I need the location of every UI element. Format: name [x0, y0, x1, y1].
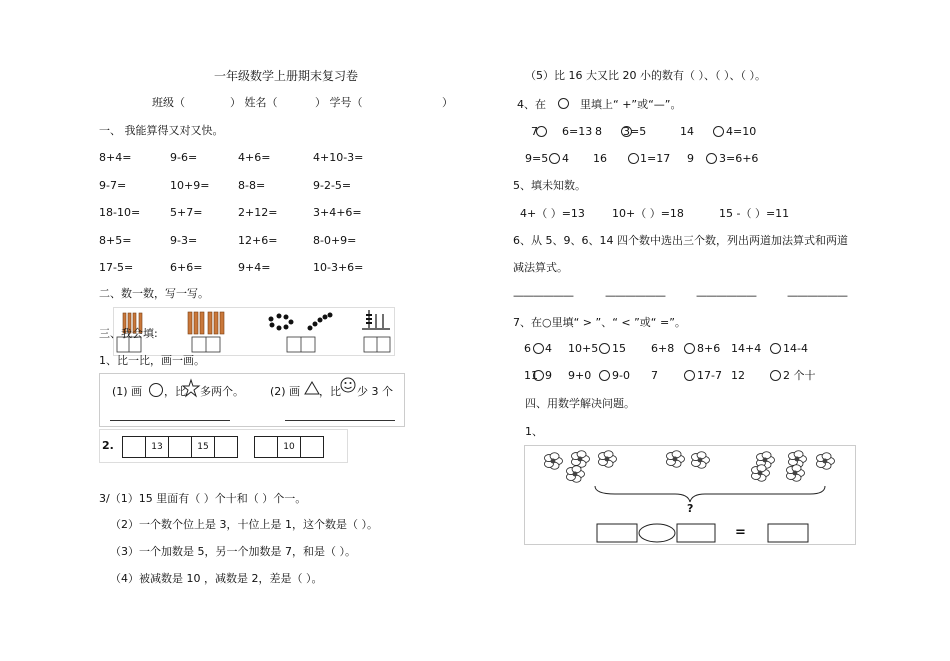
question-mark: ? [687, 502, 694, 515]
row-item: 9+0 [568, 369, 592, 382]
circle-icon[interactable] [621, 126, 632, 137]
circle-icon[interactable] [549, 153, 560, 164]
circle-icon[interactable] [684, 343, 695, 354]
flower-icon [786, 465, 804, 482]
flower-icon [691, 452, 709, 469]
calc-item: 8-8= [238, 179, 266, 192]
flower-icon [571, 451, 589, 468]
circle-icon [558, 98, 569, 109]
number-label: ） 学号（ [315, 96, 363, 109]
sequence-box[interactable] [122, 436, 146, 458]
q1-text: 1、比一比，画一画。 [99, 354, 205, 367]
calc-item: 9+4= [238, 261, 271, 274]
calc-item: 8+5= [99, 234, 132, 247]
calc-item: 9-2-5= [313, 179, 352, 192]
sequence-box[interactable] [214, 436, 238, 458]
flower-icon [566, 466, 584, 483]
q6-line-2: 减法算式。 [513, 261, 568, 274]
q7-heading: 7、在○里填“ > ”、“ < ”或“ =”。 [513, 316, 686, 329]
calc-item: 10-3+6= [313, 261, 364, 274]
name-label: ） 姓名（ [230, 96, 278, 109]
star-icon [183, 380, 199, 396]
row-item: 15 [612, 342, 626, 355]
row-item: 1=17 [640, 152, 671, 165]
dash-group: —————— [605, 289, 665, 302]
unknown-item: 15 -（ ）=11 [719, 207, 790, 220]
calc-item: 9-7= [99, 179, 127, 192]
q3-line: （4）被减数是 10 ，减数是 2，差是（ ）。 [110, 572, 323, 585]
row-item: 4=10 [726, 125, 757, 138]
unknown-item: 4+（ ）=13 [520, 207, 585, 220]
triangle-icon [305, 382, 319, 394]
circle-icon[interactable] [533, 370, 544, 381]
calc-item: 5+7= [170, 206, 203, 219]
row-item: 14-4 [783, 342, 808, 355]
q3-line: （2）一个数个位上是 3，十位上是 1，这个数是（ ）。 [110, 518, 378, 531]
row-item: 4 [562, 152, 569, 165]
circle-icon[interactable] [713, 126, 724, 137]
calc-item: 3+4+6= [313, 206, 362, 219]
flower-icon [816, 453, 834, 470]
q5-heading: 5、填未知数。 [513, 179, 586, 192]
row-item: 7 [651, 369, 658, 382]
row-item: 9 [545, 369, 552, 382]
sequence-figure [99, 429, 348, 463]
flower-icon [598, 451, 616, 468]
circle-icon[interactable] [684, 370, 695, 381]
calc-item: 9-6= [170, 151, 198, 164]
q4-heading-a: 4、在 [517, 98, 546, 111]
sequence-box[interactable] [168, 436, 192, 458]
q1-part2-b: ，比 [319, 385, 341, 398]
answer-line-1 [110, 420, 230, 421]
section2-heading: 二、数一数，写一写。 [99, 287, 209, 300]
calc-item: 12+6= [238, 234, 278, 247]
circle-icon[interactable] [706, 153, 717, 164]
row-item: 6 [524, 342, 531, 355]
q5-fill-line: （5）比 16 大又比 20 小的数有（ ）、（ ）、（ ）。 [525, 69, 766, 82]
sequence-box[interactable]: 10 [277, 436, 301, 458]
row-item: 4 [545, 342, 552, 355]
row-item: 2 个十 [783, 369, 816, 382]
flowers-drawing [525, 446, 855, 544]
section1-heading: 一、 我能算得又对又快。 [99, 124, 224, 137]
row-item: 11 [524, 369, 538, 382]
flower-icon [544, 453, 562, 470]
calc-item: 6+6= [170, 261, 203, 274]
class-label: 班级（ [152, 96, 185, 109]
calc-item: 17-5= [99, 261, 134, 274]
dash-group: —————— [513, 289, 573, 302]
section4-heading: 四、用数学解决问题。 [525, 397, 635, 410]
row-item: 8+6 [697, 342, 721, 355]
smiley-icon [340, 377, 356, 393]
page-title: 一年级数学上册期末复习卷 [214, 69, 359, 83]
row-item: 16 [593, 152, 607, 165]
word-problem-figure [524, 445, 856, 545]
circle-icon [149, 383, 163, 397]
section3-heading: 三、我会填: [99, 327, 158, 340]
calc-item: 4+10-3= [313, 151, 364, 164]
sequence-box[interactable]: 13 [145, 436, 169, 458]
q2-label: 2. [102, 439, 114, 452]
q1-part2-a: (2) 画 [270, 385, 301, 398]
row-item: 9=5 [525, 152, 549, 165]
q1-part1-b: ，比 [164, 385, 186, 398]
row-item: 14+4 [731, 342, 762, 355]
q1-part1-c: 多两个。 [200, 385, 244, 398]
circle-icon[interactable] [599, 343, 610, 354]
row-item: 17-7 [697, 369, 722, 382]
circle-icon[interactable] [770, 370, 781, 381]
row-item: 6=13 [562, 125, 593, 138]
row-item: 3=5 [623, 125, 647, 138]
row-item: 10+5 [568, 342, 599, 355]
row-item: 6+8 [651, 342, 675, 355]
row-item: 8 [595, 125, 602, 138]
sequence-box[interactable] [300, 436, 324, 458]
calc-item: 10+9= [170, 179, 210, 192]
word-problem-num: 1、 [525, 425, 543, 438]
flower-icon [666, 451, 684, 468]
circle-icon[interactable] [770, 343, 781, 354]
sequence-box[interactable] [254, 436, 278, 458]
calc-item: 9-3= [170, 234, 198, 247]
q6-line-1: 6、从 5、9、6、14 四个数中选出三个数，列出两道加法算式和两道 [513, 234, 848, 247]
calc-item: 2+12= [238, 206, 278, 219]
q3-line: 3/（1）15 里面有（ ）个十和（ ）个一。 [99, 492, 307, 505]
circle-icon[interactable] [533, 343, 544, 354]
q1-part1-a: (1) 画 [112, 385, 143, 398]
dash-group: —————— [787, 289, 847, 302]
q4-heading-b: 里填上“ +”或“—”。 [580, 98, 682, 111]
calc-item: 8+4= [99, 151, 132, 164]
circle-icon[interactable] [599, 370, 610, 381]
circle-icon[interactable] [536, 126, 547, 137]
q4-heading [517, 98, 682, 110]
answer-line-2 [285, 420, 395, 421]
row-item: 9-0 [612, 369, 630, 382]
row-item: 12 [731, 369, 745, 382]
row-item: 7 [531, 125, 538, 138]
equals-sign: = [735, 525, 746, 540]
compare-figure [99, 373, 405, 427]
info-close: ） [442, 96, 453, 109]
unknown-item: 10+（ ）=18 [612, 207, 684, 220]
circle-icon[interactable] [628, 153, 639, 164]
q3-line: （3）一个加数是 5，另一个加数是 7，和是（ ）。 [110, 545, 356, 558]
calc-item: 8-0+9= [313, 234, 357, 247]
sequence-box[interactable]: 15 [191, 436, 215, 458]
q1-part2-c: 少 3 个 [357, 385, 393, 398]
row-item: 14 [680, 125, 694, 138]
calc-item: 18-10= [99, 206, 141, 219]
row-item: 3=6+6 [719, 152, 759, 165]
dash-group: —————— [696, 289, 756, 302]
calc-item: 4+6= [238, 151, 271, 164]
row-item: 9 [687, 152, 694, 165]
